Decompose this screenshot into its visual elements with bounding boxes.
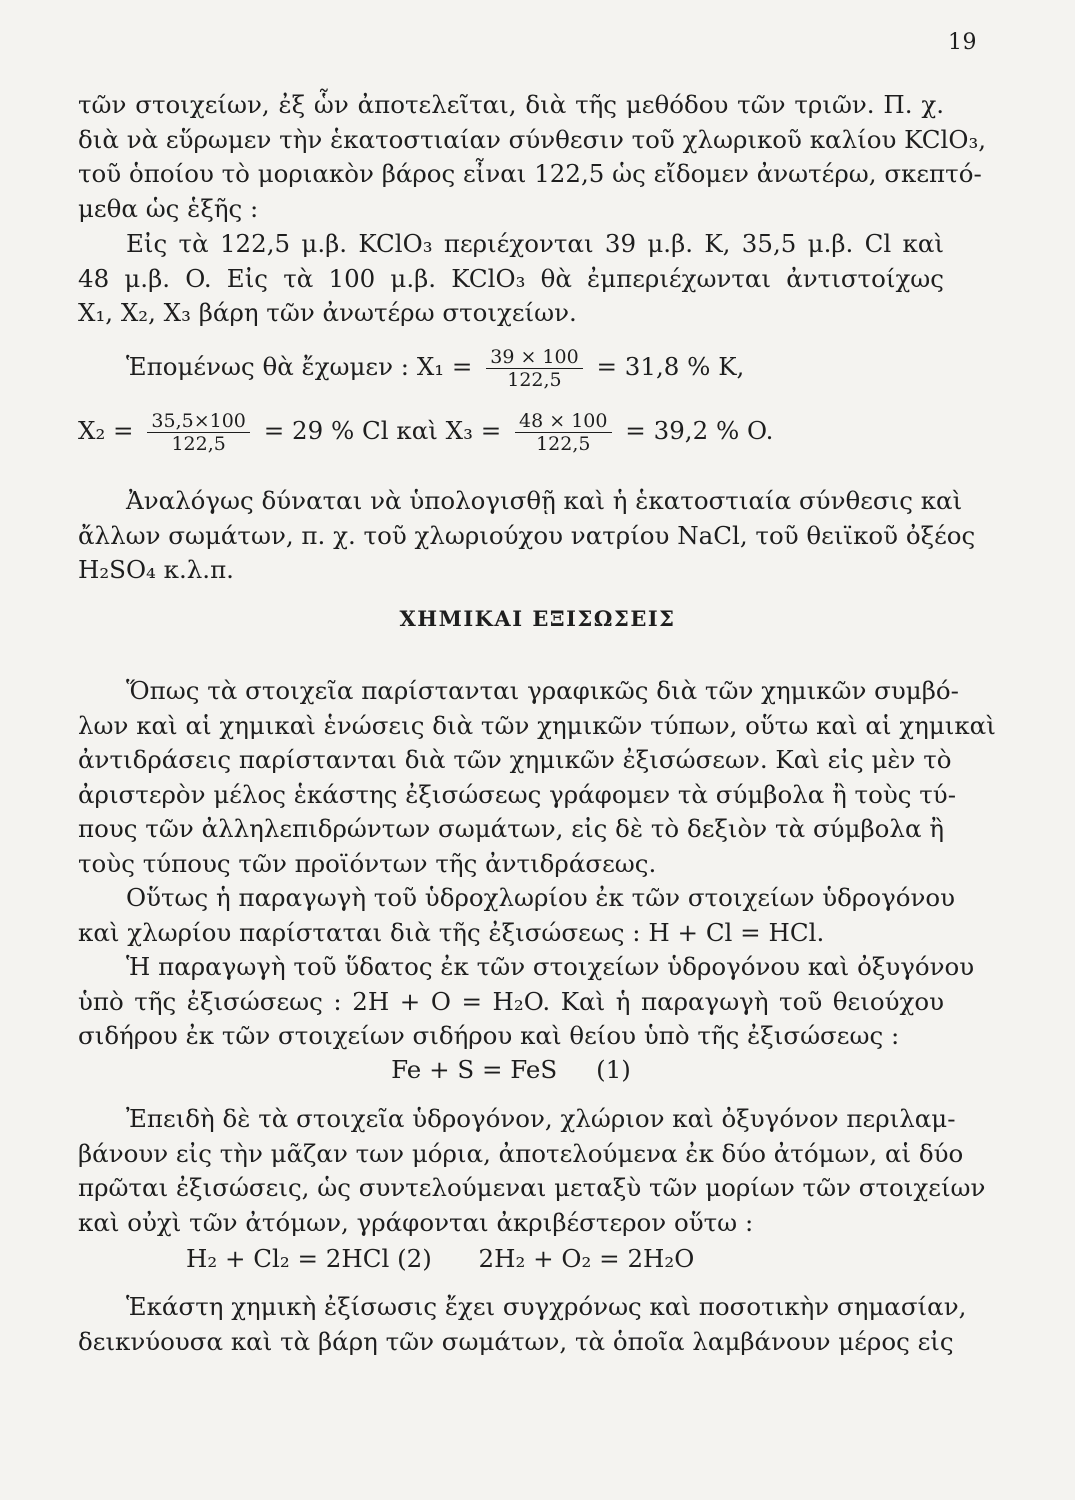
paragraph-4 bbox=[78, 674, 996, 881]
text-line: ἄλλων σωμάτων, π. χ. τοῦ χλωριούχου νατρίου NaCl, τοῦ θειϊκοῦ ὀξέος bbox=[78, 520, 976, 550]
section-heading: ΧΗΜΙΚΑΙ ΕΞΙΣΩΣΕΙΣ bbox=[399, 606, 676, 631]
text-line: λων καὶ αἱ χημικαὶ ἑνώσεις διὰ τῶν χημικῶν τύπων, οὕτω καὶ αἱ χημικαὶ bbox=[78, 710, 996, 740]
paragraph-5 bbox=[78, 881, 956, 950]
fraction bbox=[486, 346, 582, 391]
formula-result: = 31,8 % K, bbox=[596, 352, 745, 381]
fraction-numerator: 39 × 100 bbox=[486, 346, 582, 369]
text-line: πρῶται ἐξισώσεις, ὡς συντελούμεναι μεταξὺ τῶν μορίων τῶν στοιχείων bbox=[78, 1173, 986, 1202]
text-line: Ἐπειδὴ δὲ τὰ στοιχεῖα ὑδρογόνον, χλώριον καὶ ὀξυγόνον περιλαμ- bbox=[126, 1104, 956, 1133]
text-line: H₂SO₄ κ.λ.π. bbox=[78, 555, 234, 584]
fraction-numerator: 35,5×100 bbox=[147, 410, 250, 433]
fraction-denominator: 122,5 bbox=[171, 433, 226, 455]
text-line: πους τῶν ἀλληλεπιδρώντων σωμάτων, εἰς δὲ τὸ δεξιὸν τὰ σύμβολα ἢ bbox=[78, 814, 944, 843]
paragraph-8 bbox=[78, 1290, 967, 1359]
text-line: 48 μ.β. O. Εἰς τὰ 100 μ.β. KClO₃ θὰ ἐμπεριέχωνται ἀντιστοίχως bbox=[78, 263, 944, 293]
text-line: Ἀναλόγως δύναται νὰ ὑπολογισθῇ καὶ ἡ ἑκατοστιαία σύνθεσις καὶ bbox=[126, 486, 963, 515]
fraction bbox=[147, 410, 250, 455]
paragraph-3 bbox=[78, 484, 976, 588]
text-line: ἀντιδράσεις παρίστανται διὰ τῶν χημικῶν ἐξισώσεων. Καὶ εἰς μὲν τὸ bbox=[78, 745, 952, 774]
fraction bbox=[515, 410, 611, 455]
text-line: διὰ νὰ εὕρωμεν τὴν ἑκατοστιαίαν σύνθεσιν τοῦ χλωρικοῦ καλίου KClO₃, bbox=[78, 124, 987, 154]
text-line: μεθα ὡς ἑξῆς : bbox=[78, 193, 259, 223]
text-line: καὶ χλωρίου παρίσταται διὰ τῆς ἐξισώσεως : H + Cl = HCl. bbox=[78, 917, 825, 947]
text-line: βάνουν εἰς τὴν μᾶζαν των μόρια, ἀποτελούμενα ἐκ δύο ἀτόμων, αἱ δύο bbox=[78, 1138, 964, 1168]
text-line: καὶ οὐχὶ τῶν ἀτόμων, γράφονται ἀκριβέστερον οὕτω : bbox=[78, 1207, 754, 1237]
paragraph-2 bbox=[78, 227, 944, 331]
formula-mid: = 29 % Cl καὶ X₃ = bbox=[263, 416, 502, 445]
text-line: X₁, X₂, X₃ βάρη τῶν ἀνωτέρω στοιχείων. bbox=[78, 298, 577, 327]
text-line: τοὺς τύπους τῶν προϊόντων τῆς ἀντιδράσεως. bbox=[78, 848, 657, 878]
formula-prefix: Ἑπομένως θὰ ἔχωμεν : X₁ = bbox=[126, 352, 473, 381]
paragraph-7 bbox=[78, 1102, 986, 1240]
text-line: Εἰς τὰ 122,5 μ.β. KClO₃ περιέχονται 39 μ.β. K, 35,5 μ.β. Cl καὶ bbox=[126, 229, 944, 258]
page-number: 19 bbox=[948, 30, 977, 55]
equation-1: Fe + S = FeS (1) bbox=[391, 1055, 631, 1084]
formula-result: = 39,2 % O. bbox=[625, 416, 774, 445]
fraction-denominator: 122,5 bbox=[507, 369, 562, 391]
fraction-numerator: 48 × 100 bbox=[515, 410, 611, 433]
text-line: ἀριστερὸν μέλος ἑκάστης ἐξισώσεως γράφομεν τὰ σύμβολα ἢ τοὺς τύ- bbox=[78, 779, 956, 809]
text-line: Ἑκάστη χημικὴ ἐξίσωσις ἔχει συγχρόνως καὶ ποσοτικὴν σημασίαν, bbox=[126, 1292, 967, 1321]
text-line: σιδήρου ἐκ τῶν στοιχείων σιδήρου καὶ θείου ὑπὸ τῆς ἐξισώσεως : bbox=[78, 1021, 900, 1050]
formula-x1 bbox=[78, 346, 992, 391]
text-line: Ὅπως τὰ στοιχεῖα παρίστανται γραφικῶς διὰ τῶν χημικῶν συμβό- bbox=[126, 676, 959, 705]
text-line: δεικνύουσα καὶ τὰ βάρη τῶν σωμάτων, τὰ ὁποῖα λαμβάνουν μέρος εἰς bbox=[78, 1326, 954, 1356]
equation-2: H₂ + Cl₂ = 2HCl (2) 2H₂ + O₂ = 2H₂O bbox=[186, 1244, 695, 1273]
paragraph-1 bbox=[78, 88, 987, 226]
text-line: τοῦ ὁποίου τὸ μοριακὸν βάρος εἶναι 122,5 ὡς εἴδομεν ἀνωτέρω, σκεπτό- bbox=[78, 159, 982, 188]
fraction-denominator: 122,5 bbox=[536, 433, 591, 455]
text-line: Οὕτως ἡ παραγωγὴ τοῦ ὑδροχλωρίου ἐκ τῶν στοιχείων ὑδρογόνου bbox=[126, 883, 956, 912]
text-line: τῶν στοιχείων, ἐξ ὧν ἀποτελεῖται, διὰ τῆς μεθόδου τῶν τριῶν. Π. χ. bbox=[78, 90, 944, 119]
formula-lhs: X₂ = bbox=[78, 416, 134, 445]
formula-x2-x3 bbox=[78, 410, 944, 455]
paragraph-6 bbox=[78, 950, 975, 1054]
text-line: Ἡ παραγωγὴ τοῦ ὕδατος ἐκ τῶν στοιχείων ὑδρογόνου καὶ ὀξυγόνου bbox=[126, 952, 975, 981]
text-line: ὑπὸ τῆς ἐξισώσεως : 2H + O = H₂O. Καὶ ἡ παραγωγὴ τοῦ θειούχου bbox=[78, 986, 944, 1016]
